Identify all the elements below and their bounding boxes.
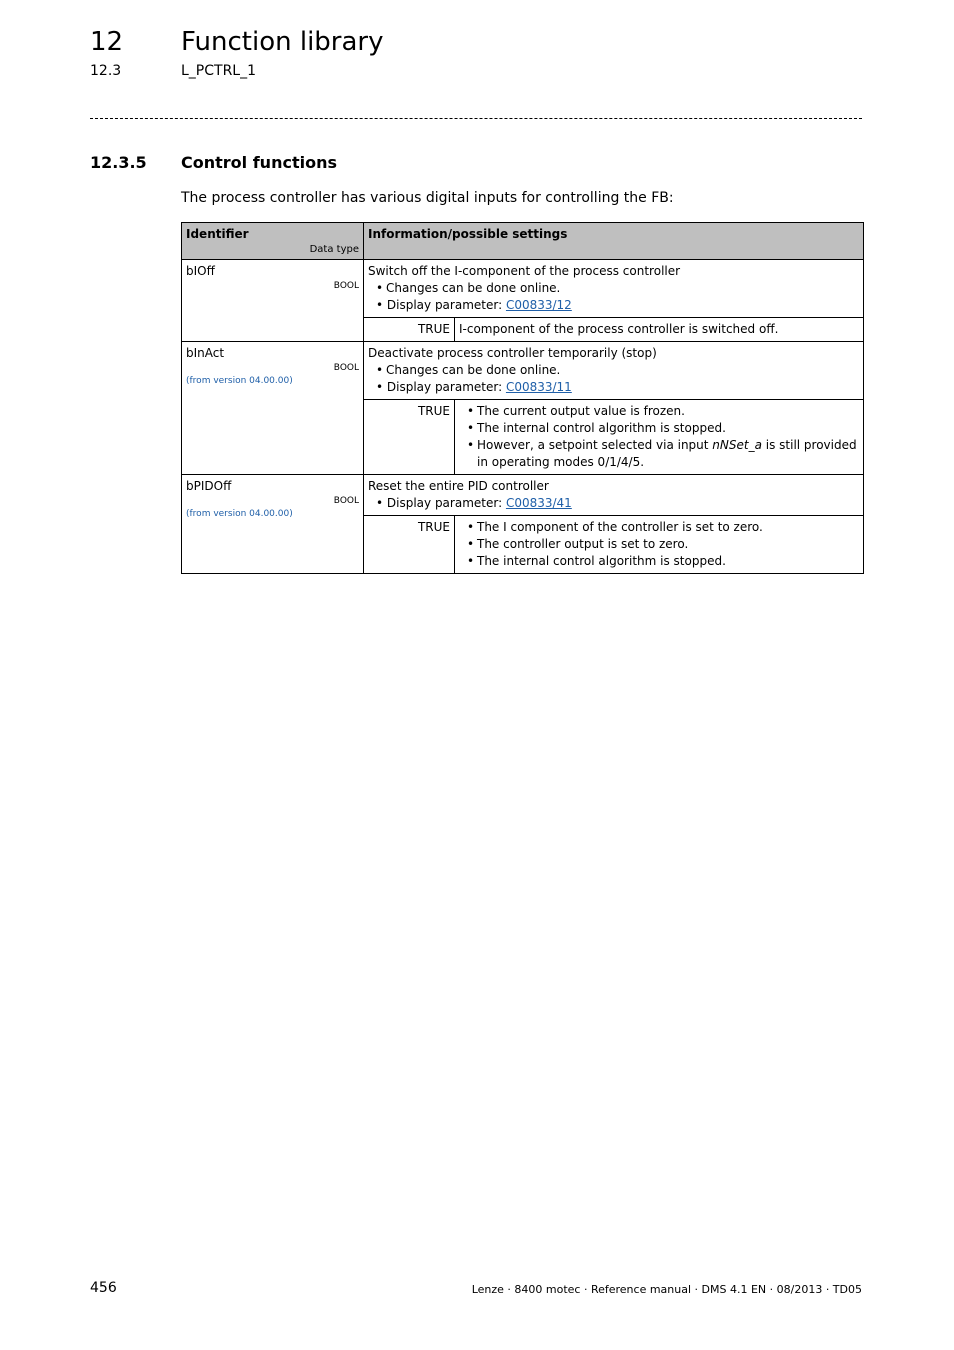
list-item: • The internal control algorithm is stopped. — [459, 553, 859, 570]
control-functions-table — [181, 222, 864, 574]
table-row — [182, 342, 864, 400]
true-info-cell — [455, 400, 864, 475]
subchapter-number: 12.3 — [90, 63, 122, 79]
parameter-link[interactable]: C00833/41 — [505, 496, 572, 510]
parameter-link[interactable]: C00833/12 — [505, 298, 572, 312]
intro-text: The process controller has various digital inputs for controlling the FB: — [181, 190, 674, 206]
bullet-text: is still provided in operating modes 0/1/4/5. — [477, 438, 857, 469]
bullet-list — [368, 280, 859, 297]
list-item: • The current output value is frozen. — [459, 403, 859, 420]
header-identifier: Identifier — [186, 227, 249, 241]
bullet-list — [459, 519, 859, 570]
display-parameter-label: • Display parameter: — [376, 298, 506, 312]
display-parameter — [368, 379, 859, 396]
table-row — [182, 475, 864, 516]
identifier-cell — [182, 260, 364, 342]
list-item: • Changes can be done online. — [368, 362, 859, 379]
table-header-row — [182, 223, 864, 260]
true-label: TRUE — [364, 318, 455, 342]
list-item: • The I component of the controller is set to zero. — [459, 519, 859, 536]
description: Switch off the I-component of the process controller — [368, 264, 681, 278]
header-datatype: Data type — [309, 244, 359, 255]
version-note[interactable]: (from version 04.00.00) — [186, 376, 293, 386]
true-info-cell — [455, 516, 864, 574]
display-parameter-label: • Display parameter: — [376, 496, 506, 510]
chapter-title: Function library — [181, 27, 384, 57]
identifier-cell — [182, 342, 364, 475]
info-cell — [364, 342, 864, 400]
section-number: 12.3.5 — [90, 153, 147, 172]
subchapter-title: L_PCTRL_1 — [181, 63, 257, 79]
bullet-text: However, a setpoint selected via input — [477, 438, 713, 452]
bullet-list — [368, 362, 859, 379]
description: Deactivate process controller temporarily (stop) — [368, 346, 657, 360]
display-parameter-label: • Display parameter: — [376, 380, 506, 394]
identifier: bPIDOff — [186, 479, 232, 493]
true-text: I-component of the process controller is switched off. — [455, 318, 864, 342]
version-note[interactable]: (from version 04.00.00) — [186, 509, 293, 519]
info-cell — [364, 475, 864, 516]
list-item: • The internal control algorithm is stopped. — [459, 420, 859, 437]
datatype: BOOL — [333, 363, 359, 373]
info-cell — [364, 260, 864, 318]
true-label: TRUE — [364, 516, 455, 574]
parameter-link[interactable]: C00833/11 — [505, 380, 572, 394]
display-parameter — [368, 297, 859, 314]
display-parameter — [368, 495, 859, 512]
identifier: bIOff — [186, 264, 215, 278]
datatype: BOOL — [333, 281, 359, 291]
header-identifier-cell — [182, 223, 364, 260]
page-number: 456 — [90, 1280, 117, 1296]
header-divider — [90, 118, 862, 119]
identifier-cell — [182, 475, 364, 574]
signal-name: nNSet_a — [712, 438, 762, 452]
identifier: bInAct — [186, 346, 225, 360]
true-label: TRUE — [364, 400, 455, 475]
datatype: BOOL — [333, 496, 359, 506]
description: Reset the entire PID controller — [368, 479, 549, 493]
bullet-list — [459, 403, 859, 471]
list-item — [459, 437, 859, 471]
header-info: Information/possible settings — [364, 223, 864, 260]
chapter-number: 12 — [90, 27, 124, 57]
list-item: • The controller output is set to zero. — [459, 536, 859, 553]
table-row — [182, 260, 864, 318]
footer-reference: Lenze · 8400 motec · Reference manual · DMS 4.1 EN · 08/2013 · TD05 — [471, 1283, 862, 1296]
list-item: • Changes can be done online. — [368, 280, 859, 297]
section-title: Control functions — [181, 153, 337, 172]
